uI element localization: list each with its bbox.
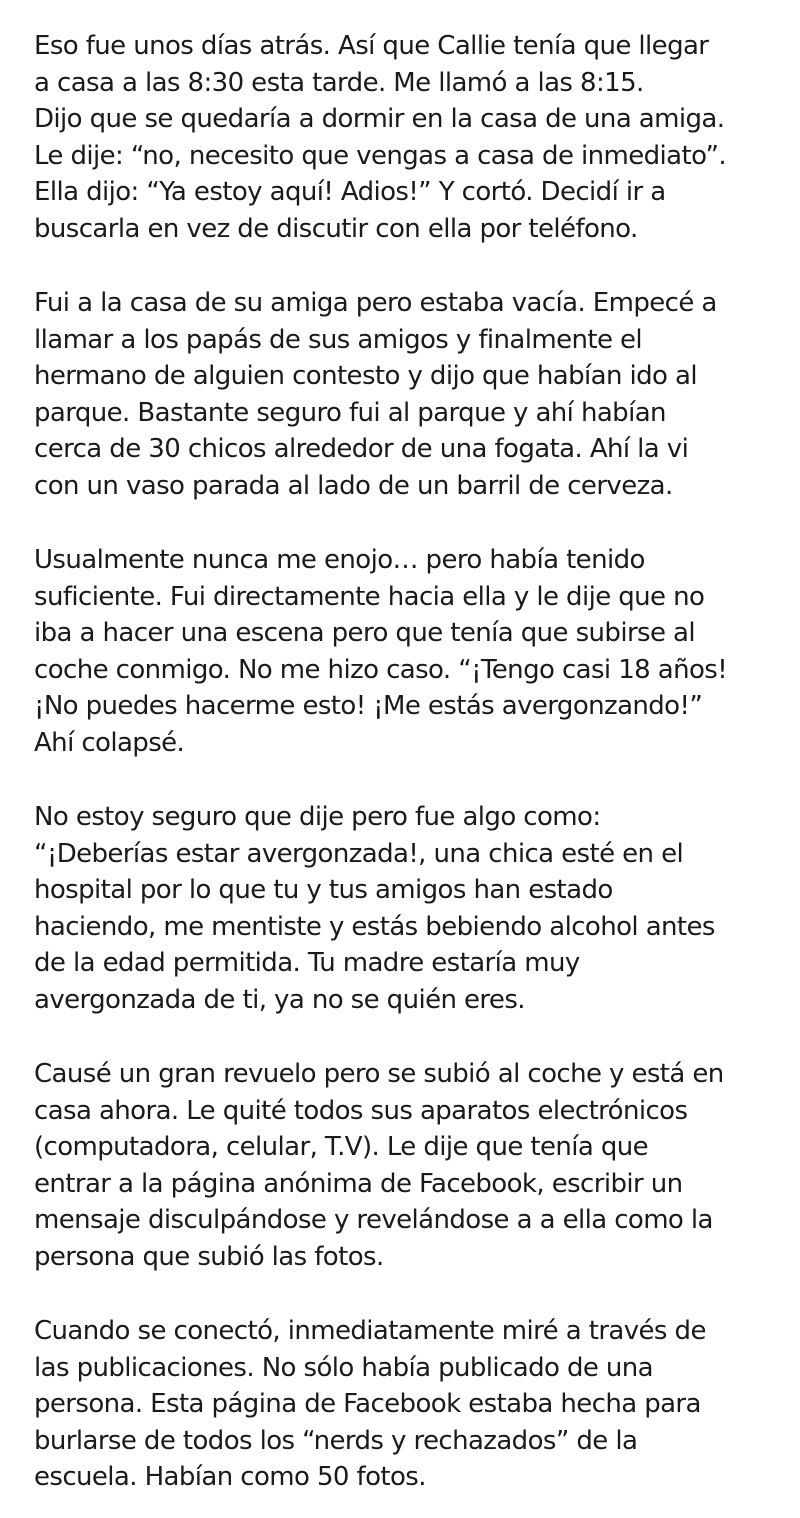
text-line: Le dije: “no, necesito que vengas a casa de inmediato”.	[34, 140, 727, 171]
paragraph-4	[34, 799, 800, 1018]
text-line: parque. Bastante seguro fui al parque y ahí habían	[34, 397, 666, 428]
paragraph-6	[34, 1313, 800, 1496]
text-line: Cuando se conectó, inmediatamente miré a través de	[34, 1316, 706, 1346]
text-line: ¡No puedes hacerme esto! ¡Me estás avergonzando!”	[34, 691, 703, 721]
text-line: Eso fue unos días atrás. Así que Callie tenía que llegar	[34, 31, 709, 61]
text-line: Ahí colapsé.	[34, 727, 185, 758]
text-line: Usualmente nunca me enojo… pero había tenido	[34, 545, 645, 575]
text-line: persona. Esta página de Facebook estaba hecha para	[34, 1389, 701, 1419]
paragraph-2	[34, 285, 800, 504]
text-line: Dijo que se quedaría a dormir en la casa de una amiga.	[34, 104, 725, 134]
text-line: casa ahora. Le quité todos sus aparatos electrónicos	[34, 1095, 688, 1126]
text-line: suficiente. Fui directamente hacia ella y le dije que no	[34, 581, 705, 612]
text-line: No estoy seguro que dije pero fue algo como:	[34, 802, 601, 832]
text-line: Causé un gran revuelo pero se subió al coche y está en	[34, 1059, 724, 1089]
text-line: entrar a la página anónima de Facebook, escribir un	[34, 1168, 683, 1199]
text-line: a casa a las 8:30 esta tarde. Me llamó a las 8:15.	[34, 67, 644, 98]
text-line: mensaje disculpándose y revelándose a a ella como la	[34, 1205, 713, 1235]
text-line: Fui a la casa de su amiga pero estaba vacía. Empecé a	[34, 288, 717, 318]
text-line: con un vaso parada al lado de un barril de cerveza.	[34, 470, 673, 501]
text-line: (computadora, celular, T.V). Le dije que tenía que	[34, 1132, 649, 1162]
text-line: Ella dijo: “Ya estoy aquí! Adios!” Y cortó. Decidí ir a	[34, 177, 666, 207]
text-line: burlarse de todos los “nerds y rechazados” de la	[34, 1425, 638, 1456]
text-line: cerca de 30 chicos alrededor de una fogata. Ahí la vi	[34, 434, 689, 464]
paragraph-5	[34, 1056, 800, 1275]
text-line: las publicaciones. No sólo había publicado de una	[34, 1352, 654, 1383]
text-line: avergonzada de ti, ya no se quién eres.	[34, 984, 525, 1015]
text-line: hermano de alguien contesto y dijo que habían ido al	[34, 361, 697, 391]
paragraph-3	[34, 542, 800, 761]
text-line: haciendo, me mentiste y estás bebiendo alcohol antes	[34, 911, 715, 942]
text-line: “¡Deberías estar avergonzada!, una chica esté en el	[34, 838, 684, 869]
text-line: de la edad permitida. Tu madre estaría muy	[34, 948, 580, 978]
text-line: persona que subió las fotos.	[34, 1241, 384, 1272]
text-line: coche conmigo. No me hizo caso. “¡Tengo casi 18 años!	[34, 654, 728, 685]
text-line: hospital por lo que tu y tus amigos han estado	[34, 875, 613, 905]
text-line: buscarla en vez de discutir con ella por teléfono.	[34, 213, 638, 244]
text-line: llamar a los papás de sus amigos y finalmente el	[34, 324, 643, 355]
text-line: escuela. Habían como 50 fotos.	[34, 1462, 426, 1492]
paragraph-1	[34, 28, 800, 247]
text-line: iba a hacer una escena pero que tenía que subirse al	[34, 618, 696, 648]
